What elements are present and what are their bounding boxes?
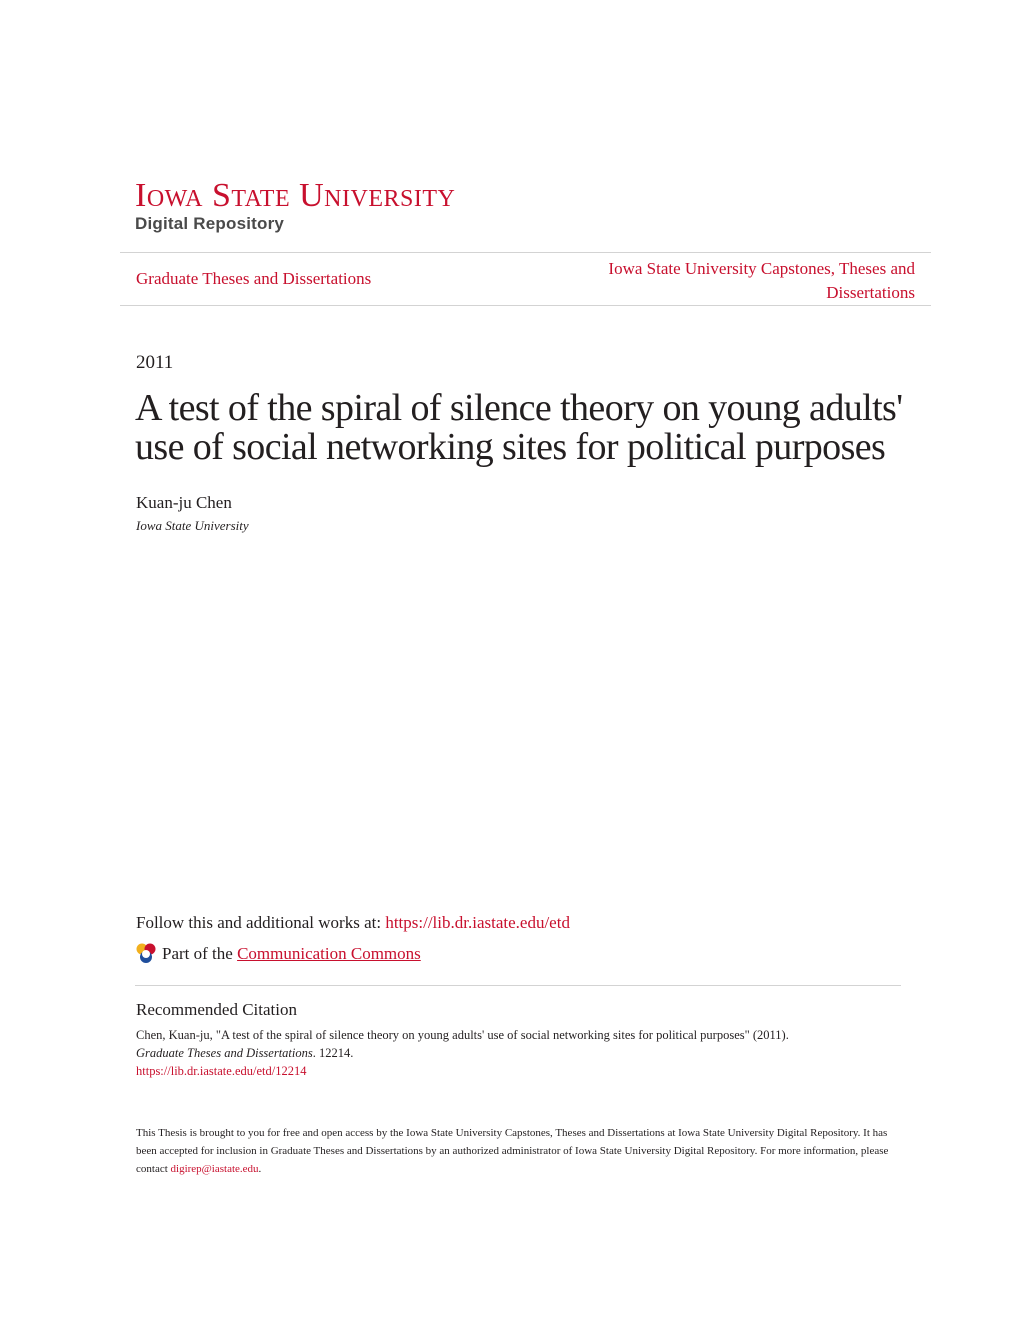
disclaimer-text: This Thesis is brought to you for free and open access by the Iowa State University Capstones, Theses and Dissertations at Iowa State University Digital Repository. It has been accepted for inclusion in Graduate Theses and Dissertations by an authorized administrator of Iowa State University Digital Repository. For more information, please contact	[136, 1127, 889, 1175]
citation-number: . 12214.	[312, 1046, 354, 1060]
title-line-2: use of social networking sites for political purposes	[135, 426, 886, 468]
title-line-1: A test of the spiral of silence theory on young adults'	[135, 387, 903, 429]
graduate-theses-link[interactable]: Graduate Theses and Dissertations	[136, 269, 372, 288]
citation-series: Graduate Theses and Dissertations	[136, 1046, 313, 1060]
author-affiliation: Iowa State University	[136, 518, 249, 533]
disclaimer-end: .	[258, 1163, 262, 1175]
capstones-link-line2[interactable]: Dissertations	[826, 283, 915, 302]
capstones-link-line1[interactable]: Iowa State University Capstones, Theses and	[608, 259, 915, 278]
university-logo	[135, 178, 455, 234]
document-title	[135, 389, 935, 467]
nav-bottom-rule	[120, 305, 931, 306]
author-name: Kuan-ju Chen	[136, 493, 232, 512]
contact-email-link[interactable]: digirep@iastate.edu	[170, 1163, 259, 1175]
part-of-prefix: Part of the	[162, 944, 233, 963]
etd-collection-link[interactable]: https://lib.dr.iastate.edu/etd	[385, 913, 570, 932]
publication-year: 2011	[136, 352, 174, 373]
part-of-line	[135, 943, 421, 965]
nav-top-rule	[120, 252, 931, 253]
citation-rule	[135, 985, 901, 986]
citation-series-line	[136, 1044, 906, 1062]
capstones-link[interactable]	[555, 257, 915, 305]
communication-commons-link[interactable]: Communication Commons	[237, 944, 421, 963]
citation-heading: Recommended Citation	[136, 1000, 297, 1019]
follow-line	[136, 913, 570, 933]
logo-subtitle: Digital Repository	[135, 214, 285, 233]
access-disclaimer	[136, 1124, 896, 1178]
citation-text: Chen, Kuan-ju, "A test of the spiral of silence theory on young adults' use of social networking sites for political purposes" (2011).	[136, 1028, 789, 1042]
logo-wordmark: Iowa State University	[135, 177, 456, 214]
follow-prefix: Follow this and additional works at:	[136, 913, 386, 932]
network-icon	[135, 943, 157, 965]
citation-url-link[interactable]: https://lib.dr.iastate.edu/etd/12214	[136, 1064, 307, 1078]
citation-body	[136, 1026, 906, 1080]
